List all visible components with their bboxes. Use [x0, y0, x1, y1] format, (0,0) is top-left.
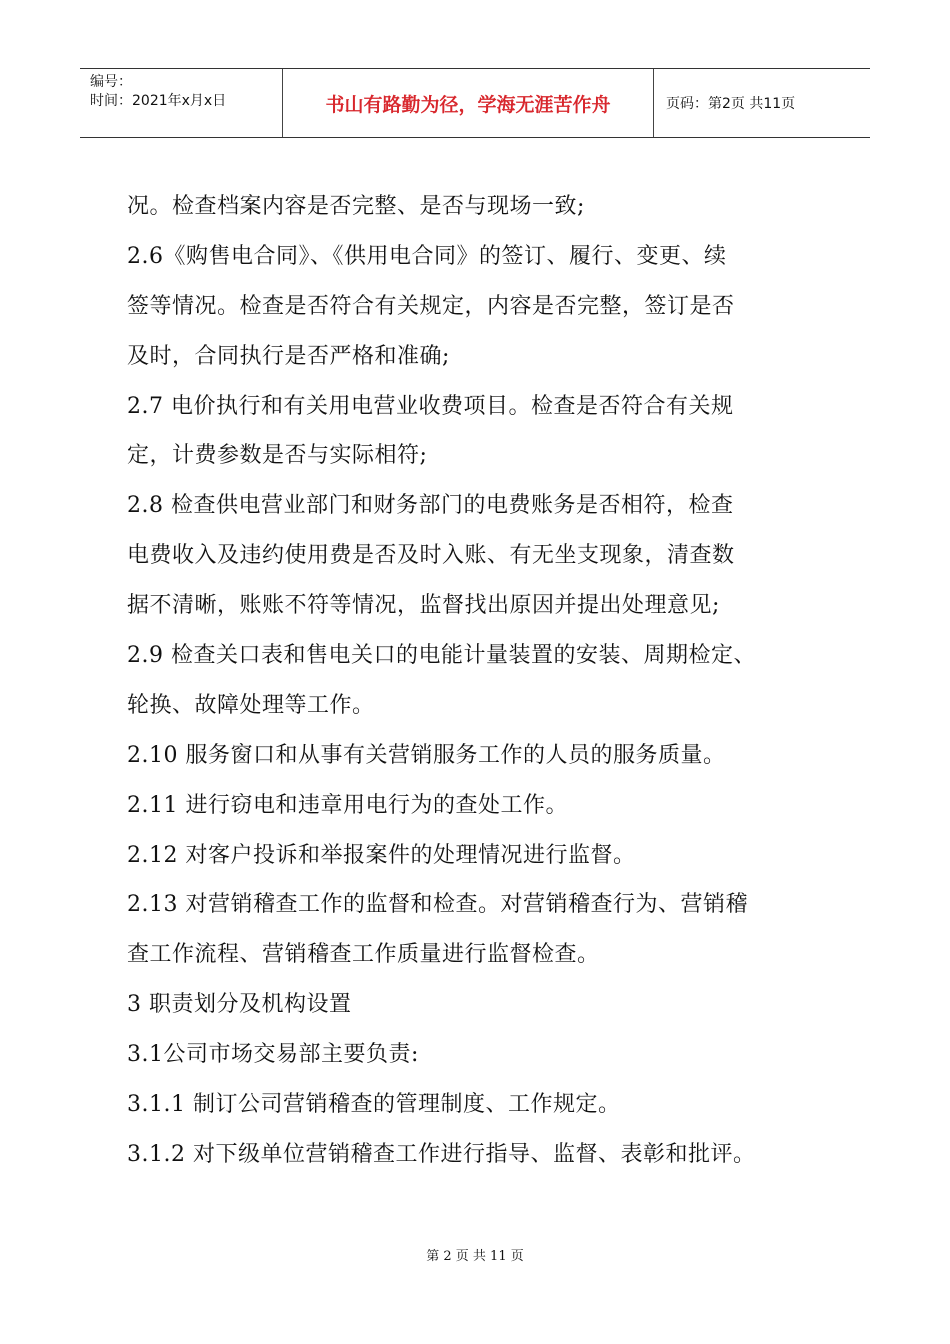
body-line: 3.1公司市场交易部主要负责: [127, 1042, 419, 1068]
body-line: 及时，合同执行是否严格和准确; [127, 343, 450, 369]
header-meta [80, 69, 282, 137]
document-body [127, 182, 847, 1180]
page-header [80, 68, 870, 138]
document-time-label: 时间：2021年x月x日 [90, 93, 227, 109]
body-line: 据不清晰，账账不符等情况，监督找出原因并提出处理意见; [127, 593, 720, 619]
body-line: 3.1.2 对下级单位营销稽查工作进行指导、监督、表彰和批评。 [127, 1141, 756, 1167]
motto-text: 书山有路勤为径，学海无涯苦作舟 [325, 93, 611, 116]
section-heading: 3 职责划分及机构设置 [127, 992, 352, 1018]
body-line: 2.11 进行窃电和违章用电行为的查处工作。 [127, 792, 568, 818]
page-footer [0, 1245, 950, 1264]
body-line: 2.13 对营销稽查工作的监督和检查。对营销稽查行为、营销稽 [127, 892, 748, 918]
body-line: 况。检查档案内容是否完整、是否与现场一致; [127, 194, 585, 219]
body-line: 3.1.1 制订公司营销稽查的管理制度、工作规定。 [127, 1092, 621, 1118]
body-line: 电费收入及违约使用费是否及时入账、有无坐支现象，清查数 [127, 543, 735, 569]
header-page-info [654, 69, 870, 137]
footer-page-number: 第 2 页 共 11 页 [426, 1249, 524, 1264]
body-line: 2.7 电价执行和有关用电营业收费项目。检查是否符合有关规 [127, 393, 734, 419]
body-line: 2.10 服务窗口和从事有关营销服务工作的人员的服务质量。 [127, 742, 726, 768]
body-line: 签等情况。检查是否符合有关规定，内容是否完整，签订是否 [127, 293, 735, 319]
body-line: 定，计费参数是否与实际相符; [127, 443, 428, 469]
page-info-text: 页码：第2页 共11页 [666, 96, 796, 112]
document-number-label: 编号： [90, 74, 132, 90]
body-line: 2.8 检查供电营业部门和财务部门的电费账务是否相符，检查 [127, 493, 734, 519]
body-line: 2.6《购售电合同》、《供用电合同》的签订、履行、变更、续 [127, 243, 727, 269]
body-line: 2.12 对客户投诉和举报案件的处理情况进行监督。 [127, 842, 636, 868]
body-line: 轮换、故障处理等工作。 [127, 692, 375, 718]
body-line: 查工作流程、营销稽查工作质量进行监督检查。 [127, 942, 600, 968]
body-line: 2.9 检查关口表和售电关口的电能计量装置的安装、周期检定、 [127, 643, 756, 669]
header-motto-cell [282, 69, 654, 137]
